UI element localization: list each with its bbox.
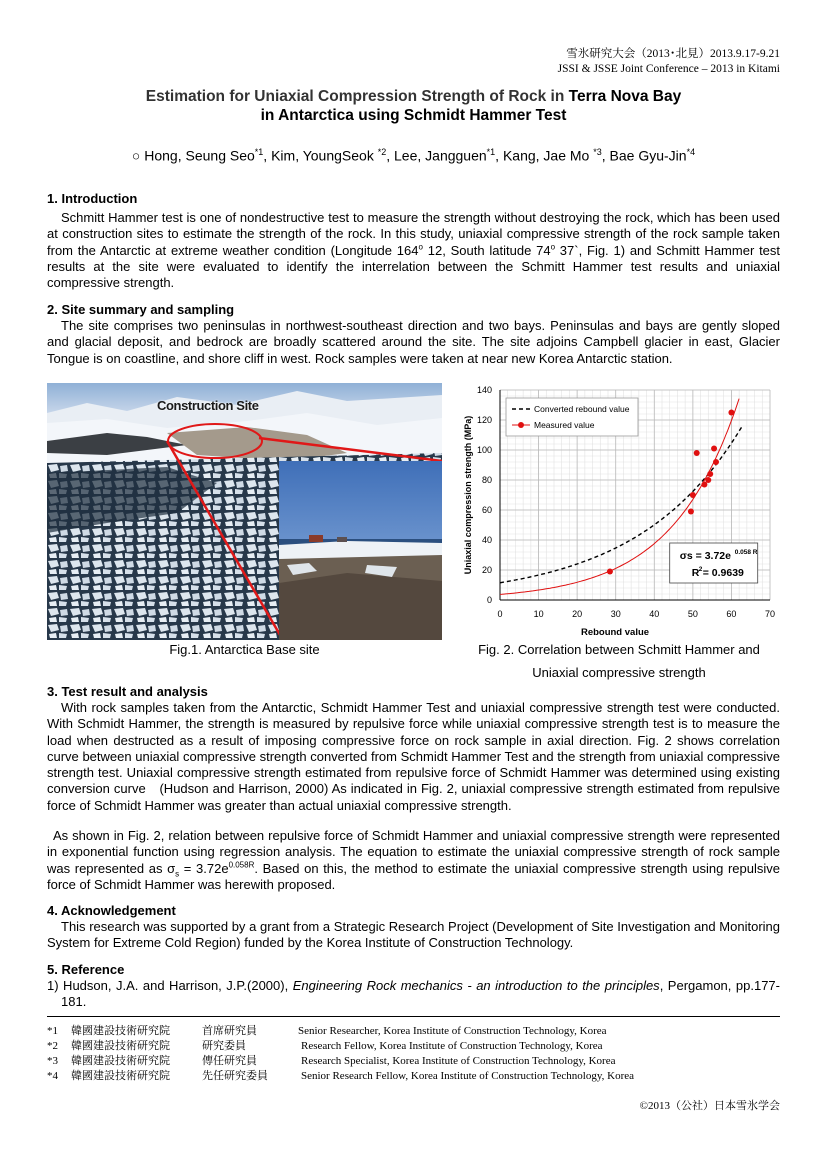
section-heading-acknowledgement: 4. Acknowledgement bbox=[47, 903, 176, 918]
author-name: Hong, Seung Seo bbox=[144, 147, 255, 164]
footnote: *4 韓國建設技術研究院 先任研究委員 Senior Research Fellow, Korea Institute of Construction Technology, Korea bbox=[47, 1070, 635, 1082]
y-tick-label: 40 bbox=[481, 535, 492, 545]
fig2-caption bbox=[440, 638, 798, 684]
section-heading-reference: 5. Reference bbox=[47, 962, 125, 977]
fig1-caption: Fig.1. Antarctica Base site bbox=[169, 642, 320, 657]
x-tick-label: 30 bbox=[610, 609, 621, 619]
author-affil: *4 bbox=[686, 147, 696, 157]
x-tick-label: 50 bbox=[687, 609, 698, 619]
y-tick-label: 100 bbox=[476, 445, 492, 455]
measured-point bbox=[705, 477, 711, 483]
equation-exponent: 0.058 R bbox=[734, 549, 758, 556]
degree-mark: o bbox=[550, 242, 556, 252]
y-tick-label: 0 bbox=[486, 595, 492, 605]
measured-point bbox=[707, 471, 713, 477]
author-affil: *2 bbox=[377, 147, 387, 157]
r-squared-value: = 0.9639 bbox=[702, 567, 744, 579]
author-list: ○ Hong, Seung Seo$^{*1}$, Kim, YoungSeok $^{*2}$, Lee, Jangguen$^{*1}$, Kang, Jae Mo $^{*3}$, Bae Gyu-Jin$^{*4}$ bbox=[131, 147, 696, 164]
r-squared-exponent: 2 bbox=[698, 566, 703, 573]
section-heading-introduction: 1. Introduction bbox=[47, 191, 138, 206]
conference-header bbox=[558, 47, 780, 77]
x-axis-label: Rebound value bbox=[580, 627, 650, 638]
results-text-2: As shown in Fig. 2, relation between repulsive force of Schmidt Hammer and uniaxial compressive strength were represented in exponential function using regression analysis. The equation to estimate the uniaxial compressive strength of rock sample was represented as $\sigma_s = 3.72e^{0.058R}$. Based on this, the method to estimate the uniaxial compressive strength using repulsive force of Schmidt Hammer was herewith proposed. bbox=[47, 828, 780, 892]
author-name: Bae Gyu-Jin bbox=[609, 147, 687, 164]
antarctica-photo-illustration bbox=[47, 383, 442, 640]
y-tick-label: 120 bbox=[476, 415, 492, 425]
measured-point bbox=[688, 509, 694, 515]
equation-text: σs = 3.72e bbox=[679, 550, 731, 562]
x-tick-label: 70 bbox=[764, 609, 776, 619]
degree-mark: o bbox=[418, 242, 423, 252]
measured-point bbox=[607, 569, 613, 575]
measured-point bbox=[728, 410, 734, 416]
footnote: *2 韓國建設技術研究院 研究委員 Research Fellow, Korea Institute of Construction Technology, Korea bbox=[47, 1040, 603, 1052]
legend-label-converted: Converted rebound value bbox=[534, 404, 630, 414]
correlation-chart bbox=[460, 383, 790, 641]
conference-header-line1: 雪氷研究大会（2013･北見）2013.9.17-9.21 bbox=[566, 48, 780, 60]
measured-point bbox=[713, 459, 719, 465]
y-tick-label: 20 bbox=[481, 565, 492, 575]
title-line1b: Terra Nova Bay bbox=[568, 88, 682, 105]
results-text-1: With rock samples taken from the Antarctic, Schmidt Hammer Test and uniaxial compressive strength test were conducted. With Schmidt Hammer, the strength is measured by repulsive force while uniaxial compressive strength test is to measure the load when destructed as a result of imposing compressive force on rock sample in axial direction. Fig. 2 shows correlation curve between uniaxial compressive strength converted from Schmidt Hammer Test and the strength from uniaxial compressive strength test. Uniaxial compressive strength estimated from repulsive force of Schmidt Hammer was determined using existing conversion curve (Hudson and Harrison, 2000) As indicated in Fig. 2, uniaxial compressive strength estimated from repulsive force of Schmidt Hammer was greater than actual uniaxial compressive strength. bbox=[47, 700, 780, 813]
y-axis-label: Uniaxial compression strength (MPa) bbox=[463, 415, 473, 575]
fig2-caption-line2: Uniaxial compressive strength bbox=[532, 665, 706, 680]
author-affil: *1 bbox=[254, 147, 264, 157]
footnote-divider bbox=[47, 1016, 780, 1017]
x-tick-label: 40 bbox=[649, 609, 660, 619]
introduction-text: Schmitt Hammer test is one of nondestructive test to measure the strength without destroying the rock, which has been used at construction sites to estimate the strength of the rock. In this study, uniaxial compressive strength of the rock sample taken from the Antarctic at extreme weather condition (Longitude 164$^o$ 12, South latitude 74$^o$ 37`, Fig. 1) and Schmitt Hammer test results at the site were evaluated to identify the interrelation between the Schmitt Hammer test results and uniaxial compressive strength. bbox=[47, 210, 781, 291]
legend-marker-measured bbox=[518, 422, 524, 428]
reference-title: Engineering Rock mechanics - an introduction to the principles bbox=[292, 978, 660, 993]
author-affil: *3 bbox=[593, 147, 602, 157]
title-line2: in Antarctica using Schmidt Hammer Test bbox=[260, 107, 567, 124]
footnote: *3 韓國建設技術研究院 傳任研究員 Research Specialist, Korea Institute of Construction Technology, Korea bbox=[47, 1055, 616, 1067]
author-name: Kang, Jae Mo bbox=[502, 147, 594, 164]
copyright: ©2013（公社）日本雪氷学会 bbox=[639, 1100, 780, 1112]
measured-point bbox=[694, 450, 700, 456]
author-name: Kim, YoungSeok bbox=[271, 147, 378, 164]
paper-title bbox=[47, 87, 780, 125]
equation-box bbox=[670, 543, 758, 583]
conference-header-line2: JSSI & JSSE Joint Conference – 2013 in Kitami bbox=[557, 63, 780, 75]
r-squared-text: R bbox=[691, 567, 700, 579]
section-heading-site: 2. Site summary and sampling bbox=[47, 302, 235, 317]
x-tick-label: 20 bbox=[572, 609, 583, 619]
site-text: The site comprises two peninsulas in northwest-southeast direction and two bays. Peninsulas and bays are gently sloped and glacial deposit, and bedrock are broadly scattered around the site. The site adjoins Campbell glacier in east, Glacier Tongue is on coastline, and shore cliff in west. Rock samples were taken at near new Korea Antarctic station. bbox=[47, 318, 780, 366]
x-tick-label: 60 bbox=[726, 609, 737, 619]
author-affil: *1 bbox=[486, 147, 496, 157]
reference-item: 1) Hudson, J.A. and Harrison, J.P.(2000), Engineering Rock mechanics - an introduction to the principles, Pergamon, pp.177-181. bbox=[47, 978, 780, 1010]
y-tick-label: 60 bbox=[481, 505, 492, 515]
y-tick-label: 140 bbox=[476, 385, 492, 395]
x-tick-label: 10 bbox=[533, 609, 544, 619]
title-line1a: Estimation for Uniaxial Compression Strength of Rock in bbox=[145, 88, 569, 105]
measured-point bbox=[690, 492, 696, 498]
presenter-marker: ○ bbox=[131, 147, 141, 164]
acknowledgement-text: This research was supported by a grant from a Strategic Research Project (Development of Site Investigation and Monitoring System for Extreme Cold Region) funded by the Korea Institute of Construction Technology. bbox=[47, 919, 780, 951]
section-heading-results: 3. Test result and analysis bbox=[47, 684, 208, 699]
fig2-caption-line1: Fig. 2. Correlation between Schmitt Hammer and bbox=[478, 642, 760, 657]
correlation-chart-svg bbox=[460, 383, 790, 641]
y-tick-label: 80 bbox=[481, 475, 492, 485]
chart-legend bbox=[506, 398, 638, 436]
footnote: *1 韓國建設技術研究院 首席研究員 Senior Researcher, Korea Institute of Construction Technology, Korea bbox=[47, 1025, 607, 1037]
measured-point bbox=[711, 446, 717, 452]
x-tick-label: 0 bbox=[497, 609, 503, 619]
antarctica-photo bbox=[47, 383, 442, 640]
construction-site-label: Construction Site bbox=[157, 398, 259, 413]
author-name: Lee, Jangguen bbox=[394, 147, 487, 164]
legend-label-measured: Measured value bbox=[534, 420, 595, 430]
